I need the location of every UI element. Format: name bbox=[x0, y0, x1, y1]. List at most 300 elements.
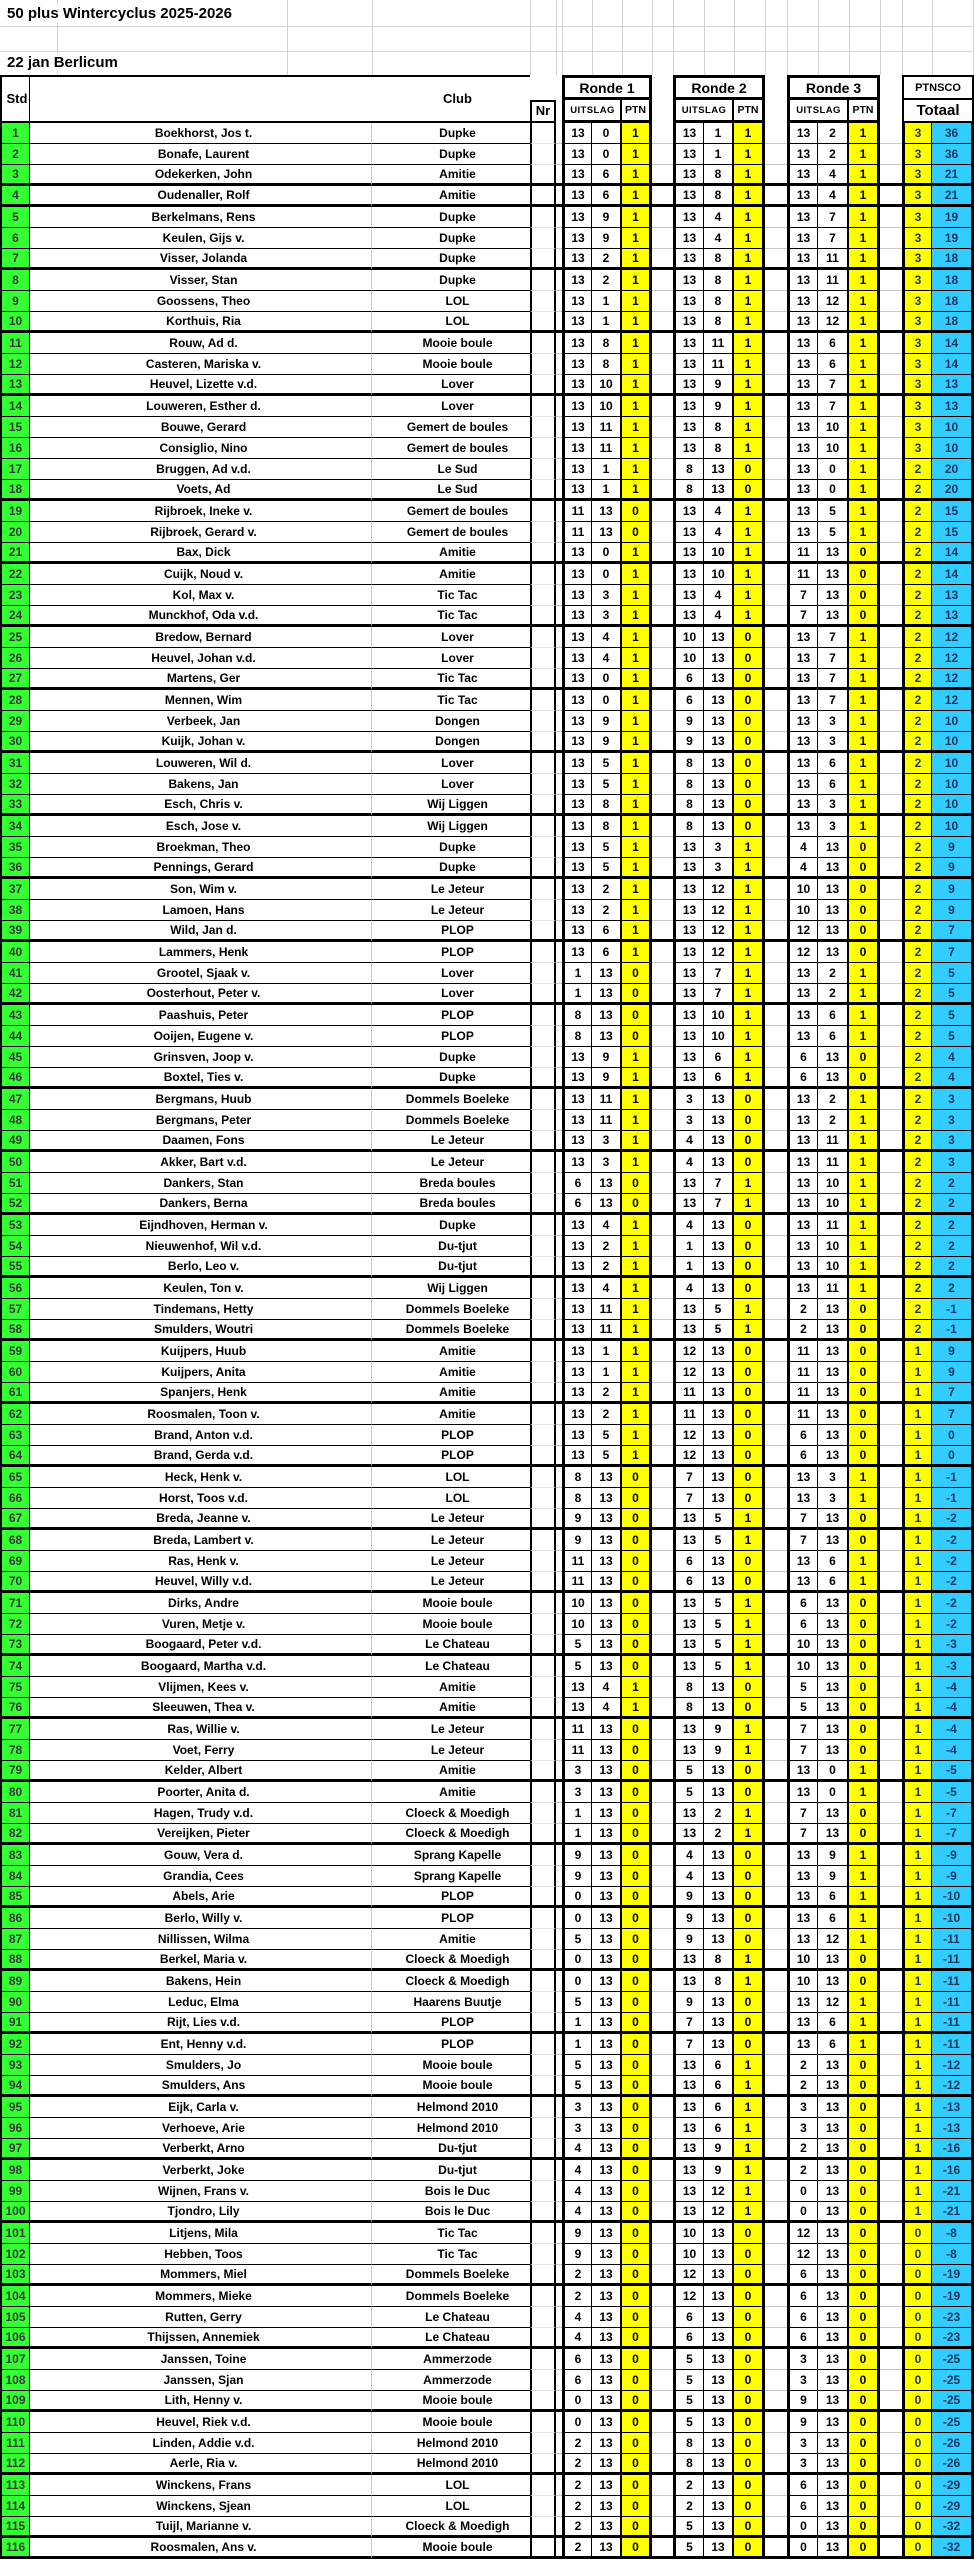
r1-uitslag-for-cell: 10 bbox=[562, 1614, 592, 1635]
gap-cell bbox=[765, 648, 787, 669]
gap-cell bbox=[880, 123, 902, 144]
nr-cell bbox=[530, 1782, 556, 1803]
gap-cell bbox=[765, 669, 787, 690]
player-name-cell: Rijbroek, Ineke v. bbox=[30, 501, 372, 522]
gap-cell bbox=[652, 1635, 673, 1656]
nr-cell bbox=[530, 2118, 556, 2139]
gap-cell bbox=[880, 249, 902, 270]
total-sco-cell: -21 bbox=[932, 2181, 974, 2202]
total-sco-cell: -25 bbox=[932, 2370, 974, 2391]
club-cell: LOL bbox=[372, 2496, 530, 2517]
r2-ptn-cell: 0 bbox=[734, 1110, 765, 1131]
r1-uitslag-for-cell: 13 bbox=[562, 375, 592, 396]
player-name-cell: Mennen, Wim bbox=[30, 690, 372, 711]
rank-cell: 34 bbox=[0, 816, 30, 837]
gap-cell bbox=[880, 2286, 902, 2307]
r2-uitslag-for-cell: 5 bbox=[673, 2349, 704, 2370]
r3-uitslag-against-cell: 6 bbox=[818, 2013, 849, 2034]
r2-uitslag-for-cell: 4 bbox=[673, 1845, 704, 1866]
total-sco-cell: 12 bbox=[932, 690, 974, 711]
r2-uitslag-against-cell: 13 bbox=[704, 1404, 734, 1425]
r1-ptn-cell: 0 bbox=[622, 1740, 652, 1761]
total-ptn-cell: 2 bbox=[902, 627, 932, 648]
player-name-cell: Casteren, Mariska v. bbox=[30, 354, 372, 375]
r1-ptn-cell: 1 bbox=[622, 774, 652, 795]
header-nr: Nr bbox=[530, 100, 556, 123]
gap-cell bbox=[880, 480, 902, 501]
r1-ptn-cell: 1 bbox=[622, 417, 652, 438]
total-sco-cell: 7 bbox=[932, 942, 974, 963]
r2-uitslag-against-cell: 13 bbox=[704, 2013, 734, 2034]
r3-uitslag-against-cell: 13 bbox=[818, 2286, 849, 2307]
r2-ptn-cell: 0 bbox=[734, 2391, 765, 2412]
nr-cell bbox=[530, 963, 556, 984]
r2-uitslag-against-cell: 9 bbox=[704, 396, 734, 417]
total-sco-cell: 2 bbox=[932, 1236, 974, 1257]
total-sco-cell: 10 bbox=[932, 438, 974, 459]
r3-ptn-cell: 1 bbox=[849, 1866, 880, 1887]
r1-uitslag-against-cell: 13 bbox=[592, 2454, 622, 2475]
total-sco-cell: -23 bbox=[932, 2307, 974, 2328]
nr-cell bbox=[530, 816, 556, 837]
r1-uitslag-for-cell: 13 bbox=[562, 1047, 592, 1068]
total-sco-cell: 0 bbox=[932, 1446, 974, 1467]
gap-cell bbox=[880, 1299, 902, 1320]
r2-uitslag-against-cell: 4 bbox=[704, 501, 734, 522]
r3-uitslag-against-cell: 6 bbox=[818, 333, 849, 354]
r3-uitslag-for-cell: 11 bbox=[787, 543, 818, 564]
r1-ptn-cell: 1 bbox=[622, 1089, 652, 1110]
r3-uitslag-for-cell: 6 bbox=[787, 1593, 818, 1614]
r1-uitslag-against-cell: 9 bbox=[592, 732, 622, 753]
r2-uitslag-for-cell: 13 bbox=[673, 2139, 704, 2160]
r1-uitslag-for-cell: 2 bbox=[562, 2538, 592, 2559]
rank-cell: 77 bbox=[0, 1719, 30, 1740]
r3-ptn-cell: 1 bbox=[849, 186, 880, 207]
r1-uitslag-for-cell: 13 bbox=[562, 186, 592, 207]
gap-cell bbox=[880, 1320, 902, 1341]
total-ptn-cell: 1 bbox=[902, 2181, 932, 2202]
r3-uitslag-against-cell: 13 bbox=[818, 1698, 849, 1719]
r2-ptn-cell: 1 bbox=[734, 438, 765, 459]
r2-uitslag-for-cell: 8 bbox=[673, 2454, 704, 2475]
r3-ptn-cell: 1 bbox=[849, 1782, 880, 1803]
r3-uitslag-for-cell: 13 bbox=[787, 963, 818, 984]
r1-ptn-cell: 1 bbox=[622, 711, 652, 732]
player-name-cell: Smulders, Ans bbox=[30, 2076, 372, 2097]
r2-uitslag-against-cell: 13 bbox=[704, 2538, 734, 2559]
nr-cell bbox=[530, 606, 556, 627]
club-cell: Dongen bbox=[372, 732, 530, 753]
gap-cell bbox=[765, 375, 787, 396]
r1-ptn-cell: 1 bbox=[622, 648, 652, 669]
gridline bbox=[849, 0, 850, 75]
r2-uitslag-for-cell: 13 bbox=[673, 144, 704, 165]
r2-uitslag-against-cell: 5 bbox=[704, 1593, 734, 1614]
rank-cell: 73 bbox=[0, 1635, 30, 1656]
r2-uitslag-against-cell: 5 bbox=[704, 1614, 734, 1635]
gap-cell bbox=[652, 1362, 673, 1383]
total-sco-cell: -16 bbox=[932, 2139, 974, 2160]
r1-uitslag-against-cell: 0 bbox=[592, 144, 622, 165]
gap-cell bbox=[765, 1047, 787, 1068]
r2-uitslag-for-cell: 13 bbox=[673, 501, 704, 522]
r2-ptn-cell: 0 bbox=[734, 2286, 765, 2307]
rank-cell: 11 bbox=[0, 333, 30, 354]
club-cell: Amitie bbox=[372, 1404, 530, 1425]
r2-uitslag-against-cell: 13 bbox=[704, 1488, 734, 1509]
r1-uitslag-against-cell: 8 bbox=[592, 816, 622, 837]
club-cell: Helmond 2010 bbox=[372, 2118, 530, 2139]
gap-cell bbox=[652, 1404, 673, 1425]
r1-ptn-cell: 1 bbox=[622, 1215, 652, 1236]
total-sco-cell: 5 bbox=[932, 984, 974, 1005]
gap-cell bbox=[880, 2370, 902, 2391]
r1-uitslag-against-cell: 13 bbox=[592, 1992, 622, 2013]
r1-uitslag-for-cell: 13 bbox=[562, 837, 592, 858]
r3-uitslag-for-cell: 0 bbox=[787, 2517, 818, 2538]
r3-uitslag-for-cell: 6 bbox=[787, 1425, 818, 1446]
total-sco-cell: -11 bbox=[932, 2034, 974, 2055]
gap-cell bbox=[652, 1824, 673, 1845]
r3-uitslag-against-cell: 13 bbox=[818, 1362, 849, 1383]
gap-cell bbox=[652, 627, 673, 648]
r1-uitslag-for-cell: 5 bbox=[562, 2076, 592, 2097]
player-name-cell: Heuvel, Riek v.d. bbox=[30, 2412, 372, 2433]
r2-uitslag-for-cell: 7 bbox=[673, 1488, 704, 1509]
r1-ptn-cell: 1 bbox=[622, 1257, 652, 1278]
gap-cell bbox=[652, 1719, 673, 1740]
r1-uitslag-against-cell: 0 bbox=[592, 669, 622, 690]
rank-cell: 33 bbox=[0, 795, 30, 816]
r2-uitslag-against-cell: 13 bbox=[704, 459, 734, 480]
total-sco-cell: 2 bbox=[932, 1215, 974, 1236]
nr-cell bbox=[530, 1824, 556, 1845]
r1-ptn-cell: 1 bbox=[622, 270, 652, 291]
gap-cell bbox=[652, 501, 673, 522]
club-cell: Cloeck & Moedigh bbox=[372, 1950, 530, 1971]
total-ptn-cell: 2 bbox=[902, 816, 932, 837]
total-sco-cell: 36 bbox=[932, 144, 974, 165]
r1-uitslag-for-cell: 13 bbox=[562, 333, 592, 354]
r3-uitslag-for-cell: 0 bbox=[787, 2538, 818, 2559]
r1-uitslag-against-cell: 13 bbox=[592, 2328, 622, 2349]
r2-ptn-cell: 0 bbox=[734, 1908, 765, 1929]
r1-ptn-cell: 1 bbox=[622, 438, 652, 459]
total-ptn-cell: 1 bbox=[902, 2055, 932, 2076]
r3-ptn-cell: 0 bbox=[849, 2223, 880, 2244]
r3-ptn-cell: 1 bbox=[849, 795, 880, 816]
r2-uitslag-against-cell: 13 bbox=[704, 2328, 734, 2349]
r3-uitslag-for-cell: 6 bbox=[787, 2328, 818, 2349]
r2-uitslag-for-cell: 4 bbox=[673, 1131, 704, 1152]
player-name-cell: Kuijpers, Huub bbox=[30, 1341, 372, 1362]
r3-ptn-cell: 0 bbox=[849, 1425, 880, 1446]
r2-uitslag-for-cell: 9 bbox=[673, 1908, 704, 1929]
player-name-cell: Winckens, Sjean bbox=[30, 2496, 372, 2517]
gap-cell bbox=[765, 396, 787, 417]
gap-cell bbox=[765, 270, 787, 291]
r1-uitslag-for-cell: 13 bbox=[562, 543, 592, 564]
gap-cell bbox=[652, 1383, 673, 1404]
r3-ptn-cell: 0 bbox=[849, 1362, 880, 1383]
gap-cell bbox=[765, 2202, 787, 2223]
total-sco-cell: 21 bbox=[932, 165, 974, 186]
rank-cell: 44 bbox=[0, 1026, 30, 1047]
r1-uitslag-for-cell: 4 bbox=[562, 2139, 592, 2160]
total-ptn-cell: 1 bbox=[902, 1845, 932, 1866]
nr-cell bbox=[530, 354, 556, 375]
r2-uitslag-against-cell: 8 bbox=[704, 438, 734, 459]
total-sco-cell: 4 bbox=[932, 1068, 974, 1089]
r2-uitslag-against-cell: 7 bbox=[704, 963, 734, 984]
rank-cell: 78 bbox=[0, 1740, 30, 1761]
nr-cell bbox=[530, 2517, 556, 2538]
total-sco-cell: -5 bbox=[932, 1761, 974, 1782]
rank-cell: 36 bbox=[0, 858, 30, 879]
r2-uitslag-for-cell: 13 bbox=[673, 123, 704, 144]
r1-uitslag-for-cell: 1 bbox=[562, 1824, 592, 1845]
rank-cell: 76 bbox=[0, 1698, 30, 1719]
r1-uitslag-against-cell: 13 bbox=[592, 1005, 622, 1026]
r3-ptn-cell: 0 bbox=[849, 2538, 880, 2559]
rank-cell: 59 bbox=[0, 1341, 30, 1362]
club-cell: Sprang Kapelle bbox=[372, 1866, 530, 1887]
total-sco-cell: -12 bbox=[932, 2055, 974, 2076]
r2-ptn-cell: 0 bbox=[734, 1446, 765, 1467]
r3-ptn-cell: 1 bbox=[849, 522, 880, 543]
r2-uitslag-against-cell: 5 bbox=[704, 1530, 734, 1551]
total-sco-cell: 21 bbox=[932, 186, 974, 207]
gap-cell bbox=[652, 2517, 673, 2538]
r1-uitslag-against-cell: 13 bbox=[592, 1845, 622, 1866]
r2-uitslag-against-cell: 12 bbox=[704, 879, 734, 900]
r3-uitslag-against-cell: 0 bbox=[818, 1761, 849, 1782]
r2-uitslag-for-cell: 13 bbox=[673, 207, 704, 228]
r1-ptn-cell: 1 bbox=[622, 1068, 652, 1089]
total-ptn-cell: 2 bbox=[902, 984, 932, 1005]
total-ptn-cell: 3 bbox=[902, 396, 932, 417]
r2-uitslag-against-cell: 13 bbox=[704, 480, 734, 501]
gap-cell bbox=[765, 2538, 787, 2559]
r1-ptn-cell: 0 bbox=[622, 2181, 652, 2202]
club-cell: Lover bbox=[372, 753, 530, 774]
r3-uitslag-against-cell: 7 bbox=[818, 690, 849, 711]
total-sco-cell: -4 bbox=[932, 1740, 974, 1761]
rank-cell: 16 bbox=[0, 438, 30, 459]
gridline bbox=[673, 0, 674, 75]
gap-cell bbox=[652, 1005, 673, 1026]
r3-ptn-cell: 0 bbox=[849, 1635, 880, 1656]
r1-uitslag-for-cell: 8 bbox=[562, 1467, 592, 1488]
club-cell: Mooie boule bbox=[372, 1614, 530, 1635]
total-sco-cell: 20 bbox=[932, 459, 974, 480]
r2-uitslag-for-cell: 8 bbox=[673, 795, 704, 816]
gap-cell bbox=[652, 1551, 673, 1572]
r2-ptn-cell: 1 bbox=[734, 375, 765, 396]
r1-uitslag-against-cell: 13 bbox=[592, 2265, 622, 2286]
r3-uitslag-against-cell: 13 bbox=[818, 1740, 849, 1761]
nr-cell bbox=[530, 1362, 556, 1383]
r1-uitslag-for-cell: 3 bbox=[562, 2097, 592, 2118]
club-cell: Dommels Boeleke bbox=[372, 1299, 530, 1320]
r3-uitslag-against-cell: 11 bbox=[818, 1215, 849, 1236]
r3-uitslag-for-cell: 6 bbox=[787, 1446, 818, 1467]
gap-cell bbox=[880, 2454, 902, 2475]
gap-cell bbox=[652, 312, 673, 333]
r2-ptn-cell: 1 bbox=[734, 417, 765, 438]
gap-cell bbox=[880, 1509, 902, 1530]
r3-uitslag-for-cell: 3 bbox=[787, 2349, 818, 2370]
r2-ptn-cell: 1 bbox=[734, 249, 765, 270]
player-name-cell: Tjondro, Lily bbox=[30, 2202, 372, 2223]
r1-uitslag-against-cell: 8 bbox=[592, 795, 622, 816]
gap-cell bbox=[880, 186, 902, 207]
r3-uitslag-against-cell: 9 bbox=[818, 1845, 849, 1866]
r2-uitslag-against-cell: 13 bbox=[704, 2265, 734, 2286]
r1-ptn-cell: 0 bbox=[622, 2139, 652, 2160]
total-ptn-cell: 2 bbox=[902, 1194, 932, 1215]
r1-uitslag-for-cell: 13 bbox=[562, 585, 592, 606]
r2-ptn-cell: 0 bbox=[734, 711, 765, 732]
r3-uitslag-for-cell: 0 bbox=[787, 2202, 818, 2223]
total-sco-cell: 3 bbox=[932, 1110, 974, 1131]
r3-uitslag-for-cell: 11 bbox=[787, 1383, 818, 1404]
gap-cell bbox=[765, 2349, 787, 2370]
r1-uitslag-against-cell: 5 bbox=[592, 837, 622, 858]
nr-cell bbox=[530, 123, 556, 144]
total-sco-cell: -19 bbox=[932, 2265, 974, 2286]
r3-uitslag-against-cell: 2 bbox=[818, 1089, 849, 1110]
total-ptn-cell: 3 bbox=[902, 186, 932, 207]
r1-uitslag-against-cell: 13 bbox=[592, 1866, 622, 1887]
gap-cell bbox=[652, 1992, 673, 2013]
gap-cell bbox=[880, 1593, 902, 1614]
rank-cell: 65 bbox=[0, 1467, 30, 1488]
r1-ptn-cell: 1 bbox=[622, 690, 652, 711]
total-ptn-cell: 1 bbox=[902, 1635, 932, 1656]
r2-ptn-cell: 1 bbox=[734, 2118, 765, 2139]
gap-cell bbox=[765, 2328, 787, 2349]
r2-uitslag-against-cell: 6 bbox=[704, 2076, 734, 2097]
r3-uitslag-against-cell: 13 bbox=[818, 1404, 849, 1425]
gap-cell bbox=[765, 2034, 787, 2055]
rank-cell: 51 bbox=[0, 1173, 30, 1194]
r1-ptn-cell: 1 bbox=[622, 1299, 652, 1320]
r3-uitslag-against-cell: 7 bbox=[818, 648, 849, 669]
total-ptn-cell: 2 bbox=[902, 669, 932, 690]
rank-cell: 70 bbox=[0, 1572, 30, 1593]
rank-cell: 17 bbox=[0, 459, 30, 480]
gap-cell bbox=[765, 2076, 787, 2097]
header-uitslag-3: UITSLAG bbox=[787, 100, 849, 123]
nr-cell bbox=[530, 396, 556, 417]
gap-cell bbox=[765, 1257, 787, 1278]
club-cell: Le Sud bbox=[372, 480, 530, 501]
r2-ptn-cell: 0 bbox=[734, 1089, 765, 1110]
r1-uitslag-against-cell: 6 bbox=[592, 942, 622, 963]
player-name-cell: Nieuwenhof, Wil v.d. bbox=[30, 1236, 372, 1257]
header-name bbox=[30, 75, 372, 123]
club-cell: Dupke bbox=[372, 123, 530, 144]
gap-cell bbox=[652, 2139, 673, 2160]
player-name-cell: Louweren, Wil d. bbox=[30, 753, 372, 774]
r2-uitslag-against-cell: 6 bbox=[704, 2097, 734, 2118]
gap-cell bbox=[880, 900, 902, 921]
r2-uitslag-against-cell: 13 bbox=[704, 1866, 734, 1887]
gap-cell bbox=[652, 1236, 673, 1257]
nr-cell bbox=[530, 732, 556, 753]
r1-uitslag-for-cell: 13 bbox=[562, 1110, 592, 1131]
gap-cell bbox=[765, 1152, 787, 1173]
r1-uitslag-for-cell: 13 bbox=[562, 165, 592, 186]
gap-cell bbox=[880, 1047, 902, 1068]
rank-cell: 94 bbox=[0, 2076, 30, 2097]
r2-uitslag-against-cell: 13 bbox=[704, 1446, 734, 1467]
gap-cell bbox=[652, 1278, 673, 1299]
nr-cell bbox=[530, 1614, 556, 1635]
r3-ptn-cell: 1 bbox=[849, 984, 880, 1005]
r1-ptn-cell: 1 bbox=[622, 795, 652, 816]
gridline bbox=[530, 0, 531, 75]
r3-uitslag-against-cell: 4 bbox=[818, 186, 849, 207]
r1-uitslag-against-cell: 13 bbox=[592, 2391, 622, 2412]
r2-uitslag-for-cell: 12 bbox=[673, 2286, 704, 2307]
total-ptn-cell: 0 bbox=[902, 2475, 932, 2496]
player-name-cell: Thijssen, Annemiek bbox=[30, 2328, 372, 2349]
total-sco-cell: -29 bbox=[932, 2496, 974, 2517]
r1-ptn-cell: 1 bbox=[622, 753, 652, 774]
r2-uitslag-against-cell: 13 bbox=[704, 1152, 734, 1173]
nr-cell bbox=[530, 1677, 556, 1698]
r2-uitslag-for-cell: 13 bbox=[673, 879, 704, 900]
r3-ptn-cell: 0 bbox=[849, 1971, 880, 1992]
nr-cell bbox=[530, 2265, 556, 2286]
r2-ptn-cell: 1 bbox=[734, 1194, 765, 1215]
r1-uitslag-against-cell: 3 bbox=[592, 1131, 622, 1152]
player-name-cell: Winckens, Frans bbox=[30, 2475, 372, 2496]
nr-cell bbox=[530, 690, 556, 711]
r3-uitslag-against-cell: 6 bbox=[818, 753, 849, 774]
gap-cell bbox=[765, 2139, 787, 2160]
total-ptn-cell: 0 bbox=[902, 2223, 932, 2244]
r2-ptn-cell: 1 bbox=[734, 1026, 765, 1047]
total-sco-cell: 9 bbox=[932, 858, 974, 879]
rank-cell: 20 bbox=[0, 522, 30, 543]
r1-uitslag-for-cell: 13 bbox=[562, 1404, 592, 1425]
player-name-cell: Tuijl, Marianne v. bbox=[30, 2517, 372, 2538]
gap-cell bbox=[765, 2223, 787, 2244]
gap-cell bbox=[765, 2097, 787, 2118]
nr-cell bbox=[530, 2307, 556, 2328]
total-sco-cell: -11 bbox=[932, 1929, 974, 1950]
r2-uitslag-against-cell: 13 bbox=[704, 2370, 734, 2391]
r3-uitslag-against-cell: 4 bbox=[818, 165, 849, 186]
nr-cell bbox=[530, 2160, 556, 2181]
r2-uitslag-against-cell: 8 bbox=[704, 312, 734, 333]
gap-cell bbox=[880, 858, 902, 879]
gap-cell bbox=[765, 2370, 787, 2391]
r2-ptn-cell: 1 bbox=[734, 165, 765, 186]
r2-ptn-cell: 0 bbox=[734, 1278, 765, 1299]
r2-uitslag-for-cell: 9 bbox=[673, 711, 704, 732]
gap-cell bbox=[652, 858, 673, 879]
total-ptn-cell: 2 bbox=[902, 963, 932, 984]
rank-cell: 102 bbox=[0, 2244, 30, 2265]
r2-ptn-cell: 1 bbox=[734, 1971, 765, 1992]
r3-uitslag-for-cell: 13 bbox=[787, 648, 818, 669]
r3-uitslag-for-cell: 6 bbox=[787, 2307, 818, 2328]
